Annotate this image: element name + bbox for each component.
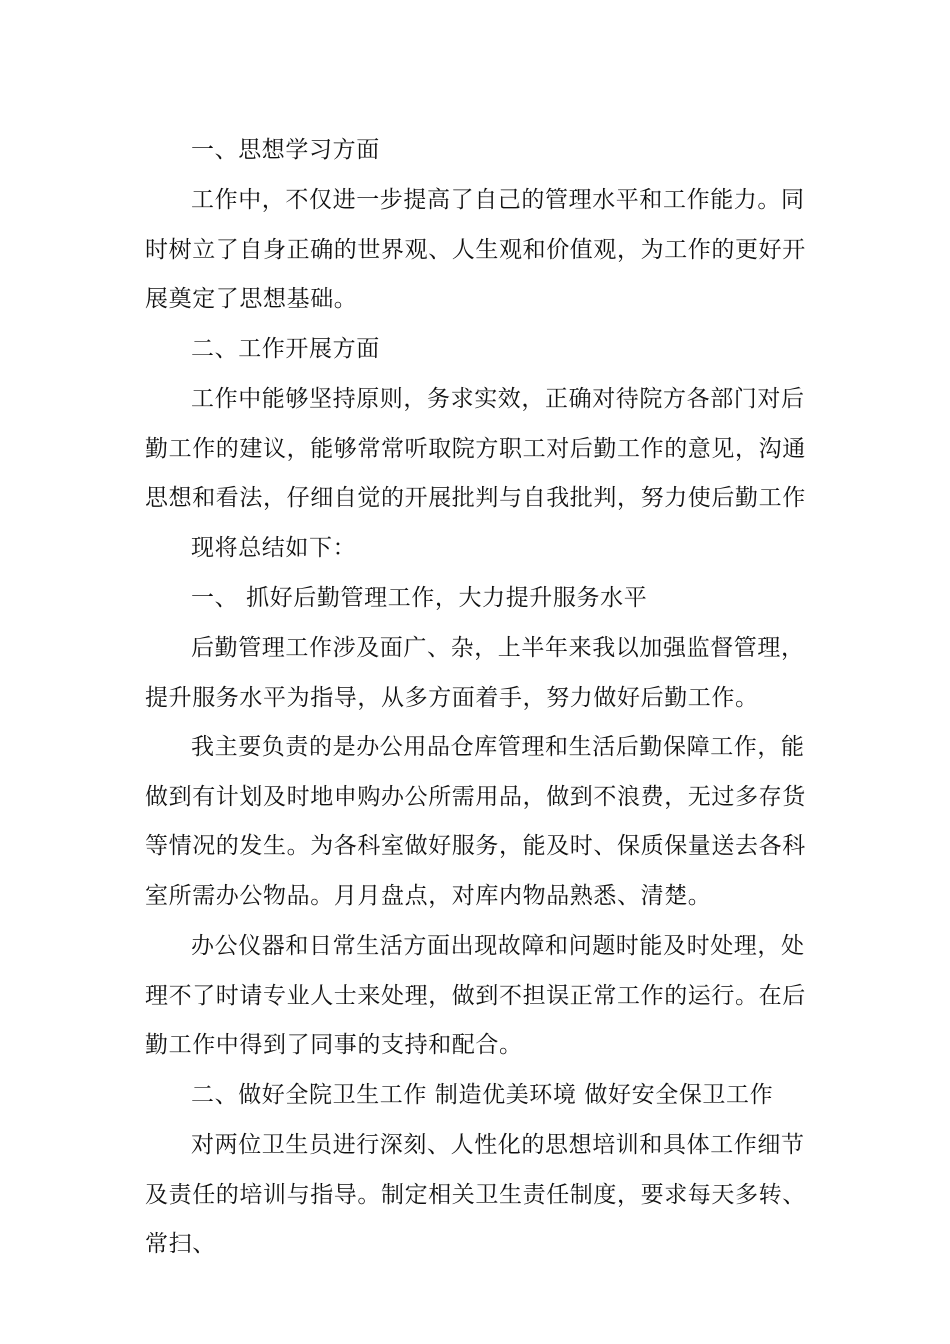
heading-work: 二、工作开展方面 — [191, 336, 380, 362]
heading-hygiene: 二、做好全院卫生工作 制造优美环境 做好安全保卫工作 — [191, 1082, 774, 1108]
heading-study: 一、思想学习方面 — [191, 137, 380, 163]
paragraph-work: 工作中能够坚持原则，务求实效，正确对待院方各部门对后勤工作的建议，能够常常听取院方职工对后勤工作的意见，沟通思想和看法，仔细自觉的开展批判与自我批判，努力使后勤工作 — [145, 386, 806, 511]
paragraph-summary-intro: 现将总结如下： — [191, 535, 357, 561]
paragraph-study: 工作中，不仅进一步提高了自己的管理水平和工作能力。同时树立了自身正确的世界观、人生观和价值观，为工作的更好开展奠定了思想基础。 — [145, 187, 806, 312]
paragraph-hygiene: 对两位卫生员进行深刻、人性化的思想培训和具体工作细节及责任的培训与指导。制定相关卫生责任制度，要求每天多转、常扫、 — [145, 1132, 806, 1257]
paragraph-office-supplies: 我主要负责的是办公用品仓库管理和生活后勤保障工作，能做到有计划及时地申购办公所需用品，做到不浪费，无过多存货等情况的发生。为各科室做好服务，能及时、保质保量送去各科室所需办公物品。月月盘点，对库内物品熟悉、清楚。 — [145, 734, 806, 909]
paragraph-equipment: 办公仪器和日常生活方面出现故障和问题时能及时处理，处理不了时请专业人士来处理，做到不担误正常工作的运行。在后勤工作中得到了同事的支持和配合。 — [145, 933, 806, 1058]
paragraph-logistics: 后勤管理工作涉及面广、杂，上半年来我以加强监督管理，提升服务水平为指导，从多方面着手，努力做好后勤工作。 — [145, 635, 805, 711]
heading-logistics: 一、 抓好后勤管理工作，大力提升服务水平 — [191, 585, 648, 611]
